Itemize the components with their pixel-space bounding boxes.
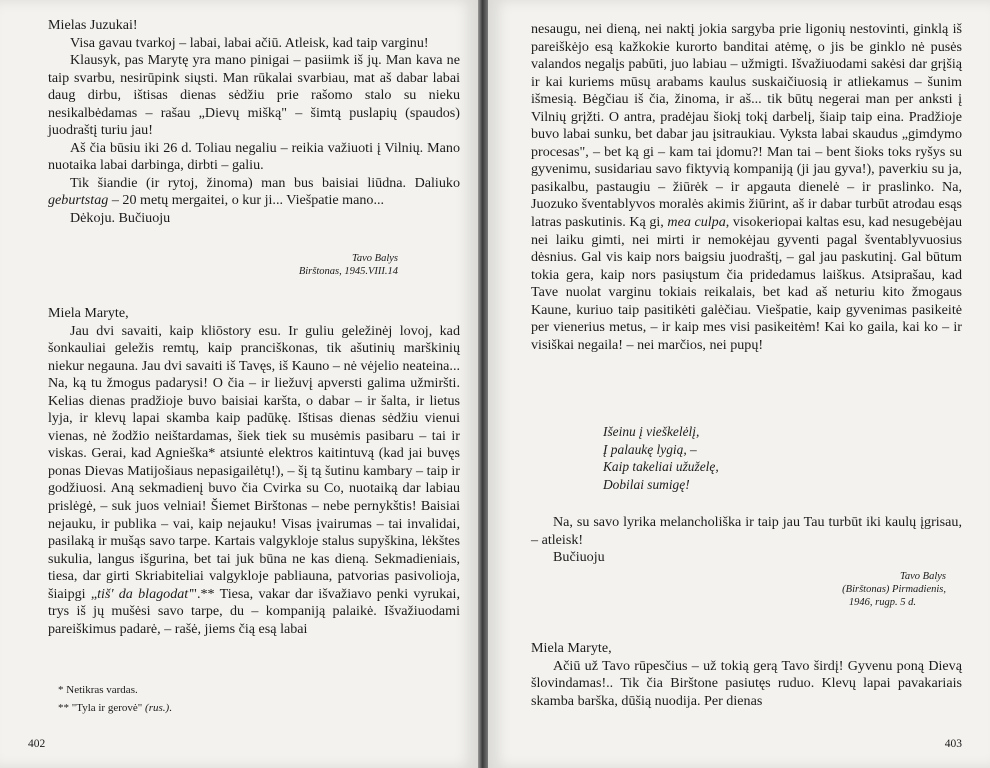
paragraph: Jau dvi savaiti, kaip kliōstory esu. Ir guliu geležinėj lovoj, kad šonkauliai geležis remtų, kaip pranciškonas, tik ašutinių marškinių niekur negauna. Jau dvi savaiti iš Tavęs, iš Kauno – nė vėjelio neateina... Na, ką tu žmogus padarysi! O čia – ir liežuvį apversti galima užmiršti. Kelias dienas pradžioje buvo baisiai karšta, o dabar – ir šalta, ir lietus lyja, ir klevų lapai skamba kaip padūkę. Ištisas dienas sėdžiu vienui vienas, nė žodžio neištardamas, šiek tiek su musėmis pasibaru – tai ir viskas. Gerai, kad Agnieška* atsiuntė elektros kaitintuvą (kad jai buvęs ponas Dievas Matijošiaus nepasigailėtų!), – šį tą šutinu kambary – taip ir godžiuosi. Aną sekmadienį buvo čia Cvirka su Co, nuotaiką dar labiau prislėgė, – suk juos velniai! Šiemet Birštonas – nebe pernykštis! Baisiai nejauku, ir publika – vai, kaip nejauku! Visas įvairumas – tai invalidai, pasilaką ir mušąs savo tarpe. Kartais valgykloje stalus supyškina, lėkštes sukulia, langus išgurina, bet tai juk būna ne kas dieną. Sekmadieniais, tiesa, dar girti Skriabiteliai valgykloje pabliauna, patvorias pasivolioja, šiaipgi „tiš' da blagodat'".** Tiesa, vakar dar išvažiavo penki vyrukai, trys iš jų mušėsi savo tarpe, du – kompaniją palaikė. Išvažiuodami pareiškimus padarė, – rašė, jiems čią esą labai xyxy=(48,322,460,637)
poem-line: Dobilai sumigę! xyxy=(603,476,690,492)
salutation: Mielas Juzukai! xyxy=(48,17,138,33)
book-spine xyxy=(478,0,488,768)
poem xyxy=(603,423,719,493)
page-number: 403 xyxy=(944,738,962,750)
after-poem xyxy=(531,514,962,567)
signature-block xyxy=(746,570,946,609)
letter-continuation xyxy=(531,21,962,354)
paragraph: Aš čia būsiu iki 26 d. Toliau negaliu – reikia važiuoti į Vilnių. Mano nuotaika labai darbinga, dirbti – galiu. xyxy=(48,139,460,174)
paragraph: Ačiū už Tavo rūpesčius – už tokią gerą Tavo širdį! Gyvenu poną Dievą šlovindamas!.. Tik čia Birštone pasiutęs ruduo. Klevų lapai pavakariais skamba barška, dūšią nuodija. Per dienas xyxy=(531,657,962,709)
right-page xyxy=(488,0,990,768)
signature-block xyxy=(299,252,398,278)
paragraph: Visa gavau tvarkoj – labai, labai ačiū. Atleisk, kad taip varginu! xyxy=(70,34,429,51)
footnote: ** "Tyla ir gerovė" (rus.). xyxy=(58,702,172,714)
paragraph: Na, su savo lyrika melancholiška ir taip jau Tau turbūt iki kaulų įgrisau, – atleisk! xyxy=(531,514,962,548)
poem-line: Išeinu į vieškelėlį, xyxy=(603,424,700,439)
signature: Tavo Balys xyxy=(352,253,398,264)
left-page xyxy=(0,0,478,768)
footnote: * Netikras vardas. xyxy=(58,684,138,696)
paragraph: Klausyk, pas Marytę yra mano pinigai – pasiimk iš jų. Man kava ne taip svarbu, nesirūpink siųsti. Man rūkalai svarbiau, mat aš dabar labai daug dirbu, ištisas dienas sėdžiu prie rašomo stalo su nieku nesikalbėdamas – rašau „Dievų mišką" – šimtą puslapių (spaudos) juodraštį turiu jau! xyxy=(48,52,460,139)
page-number: 402 xyxy=(28,738,46,750)
letter-maryte xyxy=(48,305,460,638)
signature: Tavo Balys xyxy=(900,571,946,582)
place-date: Birštonas, 1945.VIII.14 xyxy=(298,266,398,277)
letter-maryte-2 xyxy=(531,640,962,710)
letter-juzukas xyxy=(48,17,460,228)
poem-line: Kaip takeliai užuželę, xyxy=(603,459,719,475)
paragraph: Tik šiandie (ir rytoj, žinoma) man bus baisiai liūdna. Daliuko geburtstag – 20 metų mergaitei, o kur ji... Viešpatie mano... xyxy=(48,174,460,209)
salutation: Miela Maryte, xyxy=(48,305,129,321)
place: (Birštonas) Pirmadienis, xyxy=(842,584,946,595)
salutation: Miela Maryte, xyxy=(531,640,612,656)
poem-line: Į palaukę lygią, – xyxy=(603,441,697,457)
date: 1946, rugp. 5 d. xyxy=(848,597,916,608)
closing: Dėkoju. Bučiuoju xyxy=(70,210,171,227)
paragraph: nesaugu, nei dieną, nei naktį jokia sargyba prie ligonių nestovinti, ginklą iš pareiškėjo esą kažkokie kurorto banditai atėmę, o jis be ginklo nė pusės valandos negalįs pabūti, juo labiau – užmigti. Išvažiuodami sakėsi dar grįšią ir kai kuriems mūsų arabams kaulus suskaičiuosią ir atliekamus – šunim išmesią. Bėgčiau iš čia, žinoma, ir aš... tik būtų negerai man per anksti į Vilnių grįžti. O antra, pradėjau šiokį tokį darbelį, šiaip taip eina. Pradžioje buvo labai sunku, bet dabar jau įsitraukiau. Vyksta labai skaudus „gimdymo procesas", – bet ką gi – kam tai įdomu?! Man tai – bent šioks toks ryšys su gyvenimu, susidariau savo fiktyvią kompaniją (ji jau gyva!), paverkiu su ja, pasikalbu, pastaugiu – žiūrėk – ir apgauta dienelė – ir praslinko. Na, Juozuko šventablyvos moralės akimis žiūrint, aš ir dabar turbūt atrodau esąs latras paskutinis. Ką gi, mea culpa, visokeriopai kaltas esu, kad nesugebėjau nei laiku gimti, nei mirti ir nemokėjau gyventi pagal šventablyvuosius dėsnius. Gal vis kaip nors baigsiu juodraštį, – gal jau paskutinį. Gal būtum tokia gera, kaip nors pasiųstum čia pridedamus laiškus. Atsiprašau, kad Tave nuolat varginu tokiais reikalais, bet kad aš neturiu kito žmogaus Kaune, kuriuo taip pasitikėti galėčiau. Viešpatie, kaip gyvenimas pasikeitė per vienerius metus, – ir kaip mes visi pasikeitėm! Kai ko gaila, kai ko – ir visiškai negaila! – nei marčios, nei pupų! xyxy=(531,21,963,353)
closing: Bučiuoju xyxy=(553,549,605,566)
